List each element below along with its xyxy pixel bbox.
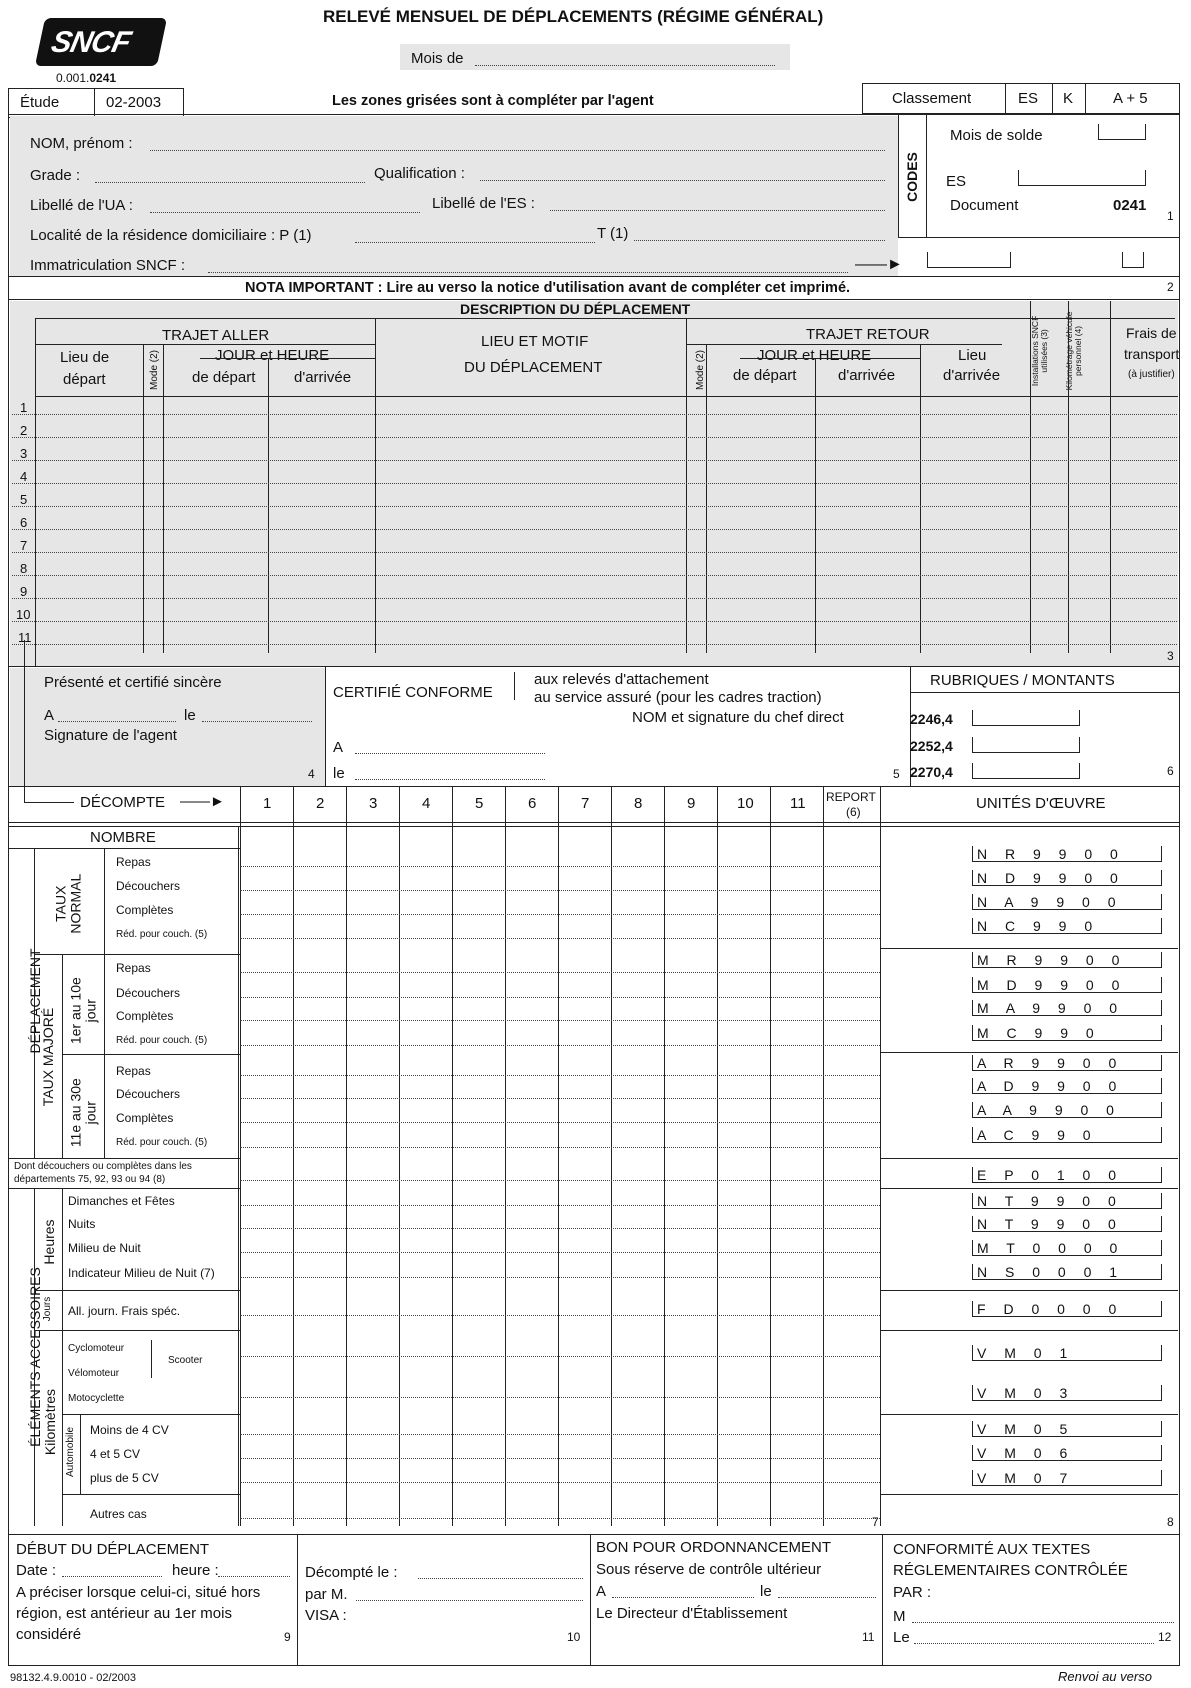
immatriculation-label: Immatriculation SNCF : — [30, 257, 186, 274]
signature-label: Signature de l'agent — [44, 727, 177, 744]
nom-label: NOM, prénom : — [30, 135, 133, 152]
code-ar[interactable]: A R 9 9 0 0 — [972, 1055, 1162, 1071]
decompte-col-1: 1 — [263, 795, 272, 812]
classement-label: Classement — [892, 90, 972, 107]
page-title: RELEVÉ MENSUEL DE DÉPLACEMENTS (RÉGIME GÉNÉRAL) — [323, 7, 824, 26]
classement-es: ES — [1018, 90, 1039, 107]
tn-reduction: Réd. pour couch. (5) — [116, 929, 208, 940]
tn-repas: Repas — [116, 855, 151, 869]
aux-releves-label: aux relevés d'attachement — [534, 671, 709, 688]
frais-header-2: transport — [1124, 346, 1180, 362]
heures-dimanches: Dimanches et Fêtes — [68, 1194, 175, 1208]
code-nc[interactable]: N C 9 9 0 — [972, 918, 1162, 934]
code-mr[interactable]: M R 9 9 0 0 — [972, 952, 1162, 968]
decompte-col-6: 6 — [528, 795, 537, 812]
sous-reserve-label: Sous réserve de contrôle ultérieur — [596, 1561, 822, 1578]
m30-decouchers: Découchers — [116, 1087, 181, 1101]
taux-normal-label: TAUX NORMAL — [52, 873, 83, 934]
trip-row[interactable] — [12, 552, 1177, 553]
debut-date-label: Date : — [16, 1562, 57, 1579]
chef-a-field[interactable] — [355, 753, 545, 754]
immatriculation-field[interactable] — [208, 272, 848, 273]
trip-row[interactable] — [12, 437, 1177, 438]
montant-1-box[interactable] — [972, 710, 1080, 726]
trip-row[interactable] — [12, 460, 1177, 461]
code-vm03[interactable]: V M 0 3 — [972, 1385, 1162, 1401]
code-nr[interactable]: N R 9 9 0 0 — [972, 846, 1162, 862]
conformite-le-label: Le — [893, 1629, 910, 1646]
heures-nuits: Nuits — [68, 1217, 96, 1231]
km-scooter: Scooter — [168, 1355, 203, 1366]
localite-p-field[interactable] — [355, 242, 595, 243]
visa-label: VISA : — [305, 1607, 347, 1624]
lieu-motif-1: LIEU ET MOTIF — [481, 333, 589, 350]
localite-t-field[interactable] — [634, 240, 885, 241]
decompte-col-7: 7 — [581, 795, 590, 812]
code-aa[interactable]: A A 9 9 0 0 — [972, 1102, 1162, 1118]
debut-title: DÉBUT DU DÉPLACEMENT — [16, 1541, 210, 1558]
m30-repas: Repas — [116, 1064, 151, 1078]
auto-plus-5cv: plus de 5 CV — [90, 1471, 159, 1485]
code-ad[interactable]: A D 9 9 0 0 — [972, 1078, 1162, 1094]
grade-field[interactable] — [95, 182, 365, 183]
code-fd[interactable]: F D 0 0 0 0 — [972, 1301, 1162, 1317]
rubrique-1: 2246,4 — [910, 711, 953, 727]
agent-a-field[interactable] — [58, 721, 176, 722]
trip-row-number: 9 — [20, 584, 28, 599]
m30-completes: Complètes — [116, 1111, 174, 1125]
zone-number-7: 7 — [872, 1515, 879, 1529]
decompte-col-5: 5 — [475, 795, 484, 812]
code-na[interactable]: N A 9 9 0 0 — [972, 894, 1162, 910]
dont-decouchers-2: départements 75, 92, 93 ou 94 (8) — [14, 1174, 166, 1185]
chef-le-label: le — [333, 765, 345, 782]
code-heures-3[interactable]: M T 0 0 0 0 — [972, 1240, 1162, 1256]
lieu-depart-header-2: départ — [63, 371, 106, 388]
jours-allocation: All. journ. Frais spéc. — [68, 1304, 181, 1318]
m10-completes: Complètes — [116, 1009, 174, 1023]
zone-number-9: 9 — [284, 1630, 291, 1644]
bon-title: BON POUR ORDONNANCEMENT — [596, 1539, 832, 1556]
trip-row-number: 5 — [20, 492, 28, 507]
agent-le-field[interactable] — [202, 721, 312, 722]
frais-header-1: Frais de — [1126, 325, 1177, 341]
classement-k: K — [1063, 90, 1074, 107]
trip-row-number: 6 — [20, 515, 28, 530]
taux-majore-label: TAUX MAJORÉ — [40, 1007, 56, 1107]
code-ep[interactable]: E P 0 1 0 0 — [972, 1167, 1162, 1183]
auto-moins-4cv: Moins de 4 CV — [90, 1423, 169, 1437]
code-heures-2[interactable]: N T 9 9 0 0 — [972, 1216, 1162, 1232]
period-11-30-label: 11e au 30e jour — [67, 1078, 98, 1148]
heures-indicateur: Indicateur Milieu de Nuit (7) — [68, 1266, 215, 1280]
nombre-header: NOMBRE — [90, 829, 156, 846]
decompte-col-4: 4 — [422, 795, 431, 812]
zone-number-8: 8 — [1167, 1515, 1174, 1529]
code-vm05[interactable]: V M 0 5 — [972, 1421, 1162, 1437]
conformite-m-label: M — [893, 1608, 906, 1625]
conformite-title-2: RÉGLEMENTAIRES CONTRÔLÉE — [893, 1562, 1128, 1579]
deplacement-label: DÉPLACEMENT — [27, 948, 43, 1054]
rubrique-2: 2252,4 — [910, 738, 953, 754]
zone-number-3: 3 — [1167, 649, 1174, 663]
trip-row-number: 7 — [20, 538, 28, 553]
mode-retour-header: Mode (2) — [695, 349, 706, 390]
installations-header: Installations SNCF utilisées (3) — [1030, 315, 1049, 387]
decompte-le-field[interactable] — [418, 1578, 583, 1579]
decompte-label: DÉCOMPTE — [80, 794, 166, 811]
code-ac[interactable]: A C 9 9 0 — [972, 1127, 1162, 1143]
heures-label: Heures — [41, 1219, 57, 1265]
chef-a-label: A — [333, 739, 344, 756]
par-m-field[interactable] — [356, 1600, 583, 1601]
document-value: 0241 — [1113, 197, 1147, 214]
decompte-col-9: 9 — [687, 795, 696, 812]
trip-row-number: 1 — [20, 400, 28, 415]
trip-row[interactable] — [12, 644, 1177, 645]
code-md[interactable]: M D 9 9 0 0 — [972, 977, 1162, 993]
zone-number-1: 1 — [1167, 209, 1174, 223]
arrow-right-icon: ——► — [855, 256, 903, 273]
kilometres-label: Kilomètres — [42, 1388, 58, 1456]
jour-heure-aller: JOUR et HEURE — [215, 347, 330, 364]
libelle-es-label: Libellé de l'ES : — [432, 195, 535, 212]
decompte-col-11: 11 — [790, 795, 806, 812]
localite-t-label: T (1) — [597, 225, 629, 242]
mois-label: Mois de — [411, 50, 464, 67]
lieu-arrivee-header-1: Lieu — [958, 347, 987, 364]
decompte-arrow-icon: ——► — [180, 793, 225, 810]
lieu-depart-header-1: Lieu de — [60, 349, 110, 366]
code-heures-1[interactable]: N T 9 9 0 0 — [972, 1193, 1162, 1209]
zone-number-4: 4 — [308, 767, 315, 781]
montant-2-box[interactable] — [972, 737, 1080, 753]
code-vm07[interactable]: V M 0 7 — [972, 1470, 1162, 1486]
code-mc[interactable]: M C 9 9 0 — [972, 1025, 1162, 1041]
zone-number-11: 11 — [862, 1630, 875, 1644]
conformite-title-1: CONFORMITÉ AUX TEXTES — [893, 1541, 1091, 1558]
description-title: DESCRIPTION DU DÉPLACEMENT — [460, 301, 691, 317]
mois-solde-label: Mois de solde — [950, 127, 1043, 144]
decompte-le-label: Décompté le : — [305, 1564, 398, 1581]
decompte-col-10: 10 — [737, 795, 754, 812]
zone-number-5: 5 — [893, 767, 900, 781]
aller-title: TRAJET ALLER — [162, 327, 270, 344]
code-nd[interactable]: N D 9 9 0 0 — [972, 870, 1162, 886]
directeur-label: Le Directeur d'Établissement — [596, 1605, 788, 1622]
document-label: Document — [950, 197, 1019, 214]
m10-decouchers: Découchers — [116, 986, 181, 1000]
etude-value: 02-2003 — [106, 94, 162, 111]
certifie-conforme-label: CERTIFIÉ CONFORME — [333, 684, 493, 701]
m30-reduction: Réd. pour couch. (5) — [116, 1137, 208, 1148]
classement-a5: A + 5 — [1113, 90, 1148, 107]
code-ma[interactable]: M A 9 9 0 0 — [972, 1000, 1162, 1016]
preciser-2: région, est antérieur au 1er mois — [16, 1605, 232, 1622]
mois-solde-box[interactable] — [1098, 124, 1146, 140]
grey-zones-note: Les zones grisées sont à compléter par l'agent — [332, 93, 654, 109]
kilometrage-header: Kilométrage véhicule personnel (4) — [1064, 311, 1083, 391]
preciser-1: A préciser lorsque celui-ci, situé hors — [16, 1584, 261, 1601]
es-code-label: ES — [946, 173, 967, 190]
d-arrivee-aller: d'arrivée — [294, 369, 352, 386]
localite-label: Localité de la résidence domiciliaire : P (1) — [30, 227, 312, 244]
report-label: REPORT — [826, 790, 876, 804]
conformite-le-field[interactable] — [914, 1643, 1154, 1644]
trip-row[interactable] — [12, 575, 1177, 576]
trip-row-number: 11 — [18, 630, 32, 645]
tn-decouchers: Découchers — [116, 879, 181, 893]
trip-row[interactable] — [12, 529, 1177, 530]
conformite-par-label: PAR : — [893, 1584, 932, 1601]
decompte-col-3: 3 — [369, 795, 378, 812]
trip-row[interactable] — [12, 414, 1177, 415]
auto-4-5cv: 4 et 5 CV — [90, 1447, 141, 1461]
renvoi-verso: Renvoi au verso — [1058, 1669, 1152, 1684]
agent-le-label: le — [184, 707, 196, 724]
par-m-label: par M. — [305, 1586, 348, 1603]
trip-row-number: 4 — [20, 469, 28, 484]
libelle-ua-field[interactable] — [150, 212, 420, 213]
elements-accessoires-label: ÉLÉMENTS ACCESSOIRES — [27, 1267, 43, 1447]
presente-label: Présenté et certifié sincère — [44, 674, 222, 691]
form-reference: 98132.4.9.0010 - 02/2003 — [10, 1672, 137, 1684]
code-vm01[interactable]: V M 0 1 — [972, 1345, 1162, 1361]
conformite-m-field[interactable] — [912, 1622, 1174, 1623]
rubriques-title: RUBRIQUES / MONTANTS — [930, 672, 1115, 689]
mode-aller-header: Mode (2) — [149, 349, 160, 390]
decompte-col-2: 2 — [316, 795, 325, 812]
code-heures-4[interactable]: N S 0 0 0 1 — [972, 1264, 1162, 1280]
automobile-label: Automobile — [65, 1426, 76, 1478]
zone-number-2: 2 — [1167, 280, 1174, 294]
period-1-10-label: 1er au 10e jour — [67, 977, 98, 1045]
m10-reduction: Réd. pour couch. (5) — [116, 1035, 208, 1046]
bon-a-label: A — [596, 1583, 607, 1600]
bon-a-field[interactable] — [612, 1597, 754, 1598]
grade-label: Grade : — [30, 167, 81, 184]
zone-number-10: 10 — [567, 1630, 581, 1644]
nom-chef-label: NOM et signature du chef direct — [632, 709, 844, 726]
jour-heure-retour: JOUR et HEURE — [757, 347, 872, 364]
nom-field[interactable] — [150, 150, 885, 151]
km-cyclomoteur: Cyclomoteur — [68, 1343, 125, 1354]
de-depart-aller: de départ — [192, 369, 256, 386]
zone-number-6: 6 — [1167, 764, 1174, 778]
es-code-box[interactable] — [1018, 170, 1146, 186]
m10-repas: Repas — [116, 961, 151, 975]
retour-title: TRAJET RETOUR — [806, 326, 930, 343]
km-motocyclette: Motocyclette — [68, 1393, 125, 1404]
codes-label: CODES — [904, 152, 920, 202]
montant-3-box[interactable] — [972, 763, 1080, 779]
d-arrivee-retour: d'arrivée — [838, 367, 896, 384]
rubrique-3: 2270,4 — [910, 764, 953, 780]
libelle-es-field[interactable] — [550, 210, 885, 211]
bon-le-field[interactable] — [778, 1597, 876, 1598]
de-depart-retour: de départ — [733, 367, 797, 384]
lieu-arrivee-header-2: d'arrivée — [943, 367, 1001, 384]
lieu-motif-2: DU DÉPLACEMENT — [464, 359, 603, 376]
report-number: (6) — [846, 805, 861, 819]
debut-heure-label: heure : — [172, 1562, 219, 1579]
trip-row[interactable] — [12, 483, 1177, 484]
trip-row[interactable] — [12, 621, 1177, 622]
trip-row-number: 8 — [20, 561, 28, 576]
zone-number-12: 12 — [1158, 1630, 1172, 1644]
autres-cas: Autres cas — [90, 1507, 147, 1521]
heures-milieu-nuit: Milieu de Nuit — [68, 1241, 141, 1255]
immatriculation-key-box[interactable] — [1122, 252, 1144, 268]
qualification-field[interactable] — [480, 180, 885, 181]
sncf-logo-text: SNCF — [48, 26, 134, 59]
chef-le-field[interactable] — [355, 779, 545, 780]
nota-important: NOTA IMPORTANT : Lire au verso la notice d'utilisation avant de compléter cet imprimé. — [245, 280, 851, 296]
trip-row[interactable] — [12, 598, 1177, 599]
frais-header-3: (à justifier) — [1128, 369, 1175, 380]
tn-completes: Complètes — [116, 903, 174, 917]
trip-row-number: 10 — [16, 607, 31, 622]
debut-heure-field[interactable] — [218, 1576, 290, 1577]
unites-oeuvre-title: UNITÉS D'ŒUVRE — [976, 795, 1106, 812]
immatriculation-code-box[interactable] — [927, 252, 1011, 268]
dont-decouchers-1: Dont découchers ou complètes dans les — [14, 1161, 192, 1172]
km-velomoteur: Vélomoteur — [68, 1368, 120, 1379]
sncf-logo — [35, 18, 167, 66]
bon-le-label: le — [760, 1583, 772, 1600]
qualification-label: Qualification : — [374, 165, 465, 182]
decompte-col-8: 8 — [634, 795, 643, 812]
code-vm06[interactable]: V M 0 6 — [972, 1445, 1162, 1461]
trip-row-number: 2 — [20, 423, 28, 438]
form-code: 0.001.0241 — [56, 71, 117, 85]
preciser-3: considéré — [16, 1626, 82, 1643]
agent-a-label: A — [44, 707, 55, 724]
libelle-ua-label: Libellé de l'UA : — [30, 197, 133, 214]
debut-date-field[interactable] — [62, 1576, 162, 1577]
service-assure-label: au service assuré (pour les cadres traction) — [534, 689, 822, 706]
trip-row-number: 3 — [20, 446, 28, 461]
etude-label: Étude — [20, 94, 60, 111]
trip-row[interactable] — [12, 506, 1177, 507]
jours-label: Jours — [42, 1296, 53, 1322]
